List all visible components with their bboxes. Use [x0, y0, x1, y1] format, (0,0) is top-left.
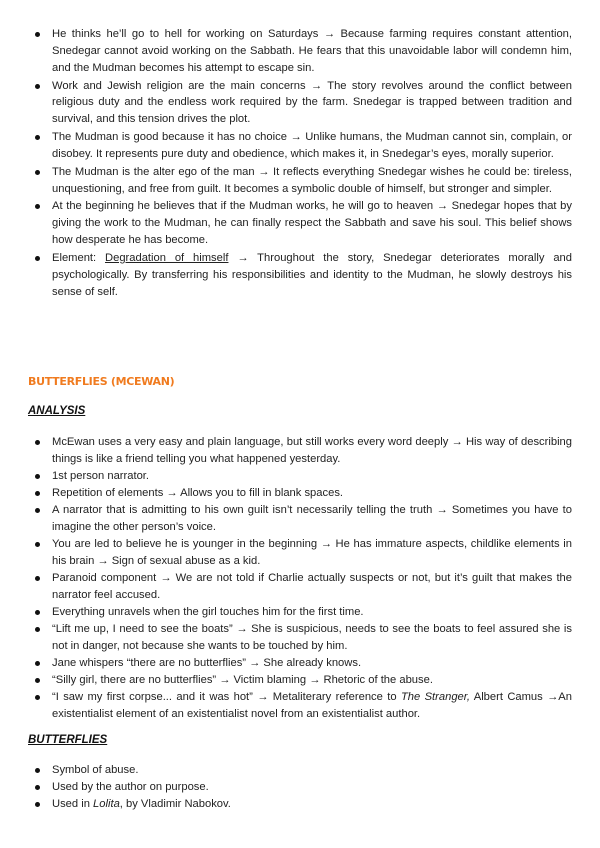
- list-item: “Lift me up, I need to see the boats” → She is suspicious, needs to see the boats to feel assured she is not in danger, not because she wants to be touched by him.: [30, 621, 572, 655]
- camus-after: Albert Camus →An existentialist element of an existentialist novel from an existentialist author.: [52, 691, 572, 721]
- butterflies-heading: BUTTERFLIES: [28, 734, 108, 746]
- list-item: He thinks he’ll go to hell for working on Saturdays → Because farming requires constant attention, Snedegar cannot avoid working on the Sabbath. He fears that this unavoidable labor will condemn him, and the Mudman becomes his attempt to escape sin.: [30, 26, 572, 77]
- analysis-heading: ANALYSIS: [28, 405, 86, 417]
- bullet-icon: [35, 661, 40, 666]
- bullet-icon: [35, 204, 40, 209]
- bullet-icon: [35, 802, 40, 807]
- bullet-icon: [35, 170, 40, 175]
- list-item: The Mudman is good because it has no choice → Unlike humans, the Mudman cannot sin, complain, or disobey. It represents pure duty and obedience, which makes it, in Snedegar’s eyes, morally superior.: [30, 129, 572, 163]
- list-item: [30, 689, 572, 723]
- list-item: 1st person narrator.: [30, 468, 572, 485]
- list-item: Work and Jewish religion are the main concerns → The story revolves around the conflict between religious duty and the endless work required by the farm. Snedegar is trapped between tradition and survival, and this tension drives the plot.: [30, 78, 572, 129]
- mudman-notes-list: [30, 26, 572, 301]
- bullet-icon: [35, 542, 40, 547]
- list-item: Repetition of elements → Allows you to fill in blank spaces.: [30, 485, 572, 502]
- list-item: “Silly girl, there are no butterflies” → Victim blaming → Rhetoric of the abuse.: [30, 672, 572, 689]
- lolita-before: Used in: [52, 797, 94, 810]
- bullet-icon: [35, 135, 40, 140]
- butterflies-list: [30, 762, 572, 813]
- bullet-icon: [35, 678, 40, 683]
- list-item: You are led to believe he is younger in the beginning → He has immature aspects, childlike elements in his brain → Sign of sexual abuse as a kid.: [30, 536, 572, 570]
- bullet-icon: [35, 440, 40, 445]
- camus-before: “I saw my first corpse... and it was hot” → Metaliterary reference to: [52, 691, 401, 704]
- bullet-icon: [35, 491, 40, 496]
- bullet-icon: [35, 576, 40, 581]
- list-item: Used by the author on purpose.: [30, 779, 572, 796]
- list-item: A narrator that is admitting to his own guilt isn’t necessarily telling the truth → Sometimes you have to imagine the other person’s voice.: [30, 502, 572, 536]
- element-prefix: Element:: [52, 251, 106, 264]
- list-item: Symbol of abuse.: [30, 762, 572, 779]
- bullet-icon: [35, 627, 40, 632]
- bullet-icon: [35, 474, 40, 479]
- lolita-title: Lolita: [93, 797, 120, 810]
- bullet-icon: [35, 785, 40, 790]
- section-title: BUTTERFLIES (MCEWAN): [28, 375, 175, 388]
- list-item: Jane whispers “there are no butterflies” → She already knows.: [30, 655, 572, 672]
- lolita-after: , by Vladimir Nabokov.: [119, 797, 231, 810]
- bullet-icon: [35, 84, 40, 89]
- list-item: Paranoid component → We are not told if Charlie actually suspects or not, but it’s guilt that makes the narrator feel accused.: [30, 570, 572, 604]
- camus-title: The Stranger,: [400, 691, 470, 704]
- list-item: McEwan uses a very easy and plain language, but still works every word deeply → His way of describing things is like a friend telling you what happened yesterday.: [30, 434, 572, 468]
- bullet-icon: [35, 256, 40, 261]
- list-item: [30, 796, 572, 813]
- bullet-icon: [35, 768, 40, 773]
- bullet-icon: [35, 610, 40, 615]
- bullet-icon: [35, 508, 40, 513]
- list-item: At the beginning he believes that if the Mudman works, he will go to heaven → Snedegar hopes that by giving the work to the Mudman, he can finally respect the Sabbath and save his soul. This belief shows how desperate he has become.: [30, 198, 572, 249]
- analysis-list: [30, 434, 572, 723]
- list-item: [30, 250, 572, 301]
- list-item: Everything unravels when the girl touches him for the first time.: [30, 604, 572, 621]
- element-rest: → Throughout the story, Snedegar deteriorates morally and psychologically. By transferring his responsibilities and identity to the Mudman, he slowly destroys his sense of self.: [52, 251, 572, 298]
- bullet-icon: [35, 695, 40, 700]
- list-item: The Mudman is the alter ego of the man → It reflects everything Snedegar wishes he could be: tireless, unquestioning, and free from guilt. It becomes a symbolic double of himself, but stronger and simpler.: [30, 164, 572, 198]
- bullet-icon: [35, 32, 40, 37]
- element-underlined-text: Degradation of himself: [105, 251, 229, 264]
